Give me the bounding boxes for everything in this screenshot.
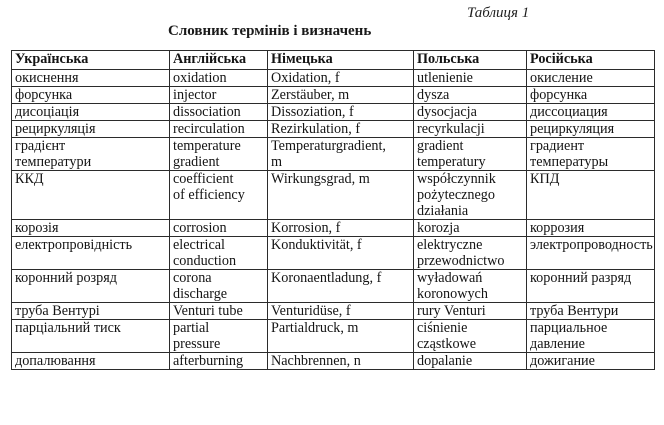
cell-polish: utlenienie xyxy=(414,70,527,87)
cell-german: Koronaentladung, f xyxy=(268,270,414,303)
cell-ukrainian: рециркуляція xyxy=(12,121,170,138)
cell-polish: współczynnik pożytecznego działania xyxy=(414,171,527,220)
cell-ukrainian: труба Вентурі xyxy=(12,303,170,320)
cell-german: Partialdruck, m xyxy=(268,320,414,353)
cell-german: Temperaturgradient, m xyxy=(268,138,414,171)
cell-ukrainian: ККД xyxy=(12,171,170,220)
cell-english: Venturi tube xyxy=(170,303,268,320)
cell-english: temperature gradient xyxy=(170,138,268,171)
cell-english: afterburning xyxy=(170,353,268,370)
cell-german: Konduktivität, f xyxy=(268,237,414,270)
cell-german: Zerstäuber, m xyxy=(268,87,414,104)
column-header-english: Англійська xyxy=(170,51,268,70)
cell-ukrainian: коронний розряд xyxy=(12,270,170,303)
cell-german: Korrosion, f xyxy=(268,220,414,237)
table-row xyxy=(12,87,655,104)
cell-polish: korozja xyxy=(414,220,527,237)
cell-russian: коррозия xyxy=(527,220,655,237)
cell-ukrainian: форсунка xyxy=(12,87,170,104)
cell-english: corona discharge xyxy=(170,270,268,303)
table-row xyxy=(12,303,655,320)
cell-english: injector xyxy=(170,87,268,104)
cell-german: Oxidation, f xyxy=(268,70,414,87)
table-row xyxy=(12,353,655,370)
cell-english: recirculation xyxy=(170,121,268,138)
cell-russian: диссоциация xyxy=(527,104,655,121)
cell-polish: ciśnienie cząstkowe xyxy=(414,320,527,353)
cell-russian: парциальное давление xyxy=(527,320,655,353)
cell-german: Dissoziation, f xyxy=(268,104,414,121)
cell-polish: dysocjacja xyxy=(414,104,527,121)
cell-english: dissociation xyxy=(170,104,268,121)
table-number: Таблиця 1 xyxy=(467,5,530,21)
cell-polish: rury Venturi xyxy=(414,303,527,320)
cell-english: oxidation xyxy=(170,70,268,87)
table-row xyxy=(12,220,655,237)
cell-english: electrical conduction xyxy=(170,237,268,270)
column-header-german: Німецька xyxy=(268,51,414,70)
cell-russian: электропроводность xyxy=(527,237,655,270)
page-title: Словник термінів і визначень xyxy=(168,23,372,39)
table-row xyxy=(12,171,655,220)
cell-russian: КПД xyxy=(527,171,655,220)
table-row xyxy=(12,138,655,171)
cell-russian: рециркуляция xyxy=(527,121,655,138)
table-row xyxy=(12,270,655,303)
cell-german: Nachbrennen, n xyxy=(268,353,414,370)
glossary-table xyxy=(11,50,655,370)
cell-ukrainian: окиснення xyxy=(12,70,170,87)
cell-russian: окисление xyxy=(527,70,655,87)
cell-polish: elektryczne przewodnictwo xyxy=(414,237,527,270)
table-row xyxy=(12,320,655,353)
cell-ukrainian: допалювання xyxy=(12,353,170,370)
table-row xyxy=(12,104,655,121)
cell-german: Venturidüse, f xyxy=(268,303,414,320)
cell-ukrainian: парціальний тиск xyxy=(12,320,170,353)
cell-english: coefficient of efficiency xyxy=(170,171,268,220)
cell-ukrainian: електропровідність xyxy=(12,237,170,270)
column-header-russian: Російська xyxy=(527,51,655,70)
cell-ukrainian: градієнт температури xyxy=(12,138,170,171)
cell-polish: dysza xyxy=(414,87,527,104)
cell-english: corrosion xyxy=(170,220,268,237)
cell-german: Wirkungsgrad, m xyxy=(268,171,414,220)
cell-ukrainian: дисоціація xyxy=(12,104,170,121)
table-row xyxy=(12,121,655,138)
cell-russian: дожигание xyxy=(527,353,655,370)
cell-russian: градиент температуры xyxy=(527,138,655,171)
cell-german: Rezirkulation, f xyxy=(268,121,414,138)
cell-russian: форсунка xyxy=(527,87,655,104)
cell-english: partial pressure xyxy=(170,320,268,353)
cell-russian: труба Вентури xyxy=(527,303,655,320)
cell-ukrainian: корозія xyxy=(12,220,170,237)
cell-polish: gradient temperatury xyxy=(414,138,527,171)
cell-polish: recyrkulacji xyxy=(414,121,527,138)
column-header-ukrainian: Українська xyxy=(12,51,170,70)
cell-polish: dopalanie xyxy=(414,353,527,370)
table-row xyxy=(12,237,655,270)
header-row xyxy=(12,51,655,70)
table-row xyxy=(12,70,655,87)
cell-russian: коронний разряд xyxy=(527,270,655,303)
cell-polish: wyładowań koronowych xyxy=(414,270,527,303)
column-header-polish: Польська xyxy=(414,51,527,70)
